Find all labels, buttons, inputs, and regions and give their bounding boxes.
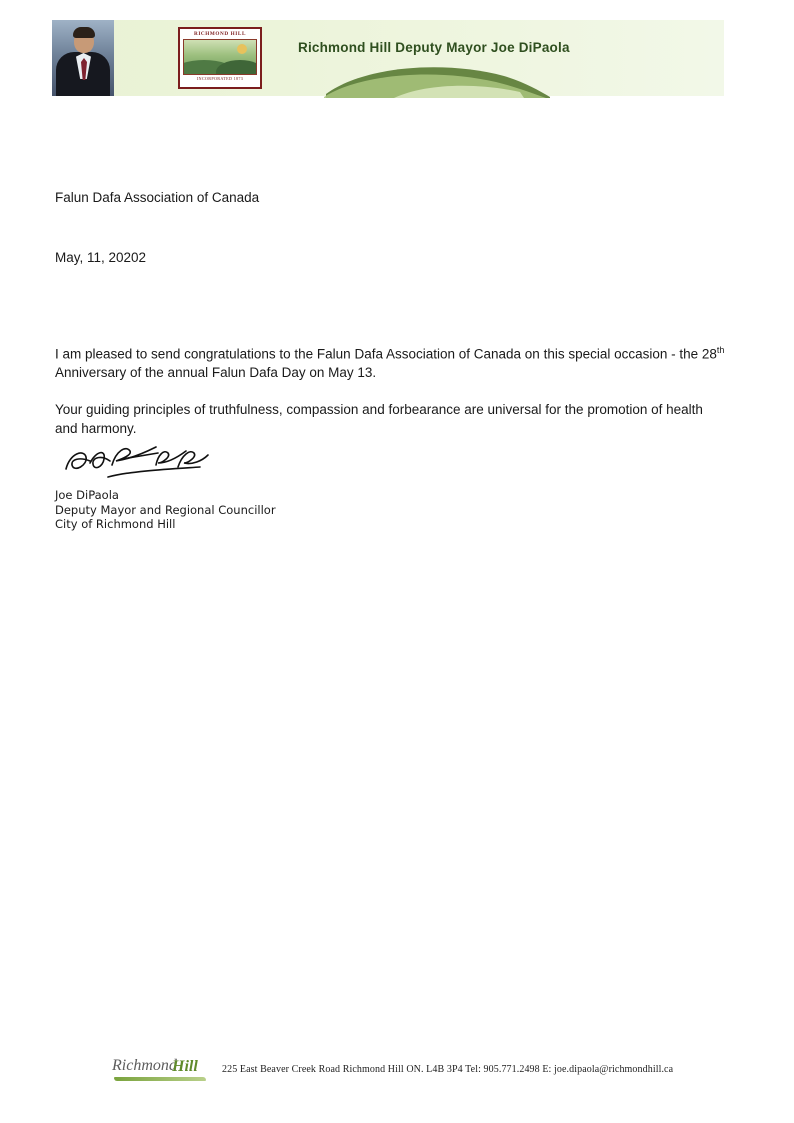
letterhead-swoosh-graphic: [324, 64, 554, 98]
signer-name: Joe DiPaola: [55, 488, 119, 502]
crest-bottom-text: INCORPORATED 1873: [196, 76, 244, 81]
letterhead-banner: [52, 20, 724, 96]
richmond-hill-logo: [110, 1056, 210, 1086]
letterhead-title: Richmond Hill Deputy Mayor Joe DiPaola: [298, 40, 570, 55]
paragraph-1-text-after: Anniversary of the annual Falun Dafa Day on May 13.: [55, 365, 377, 380]
crest-sun-icon: [237, 44, 247, 54]
page-footer: [110, 1056, 690, 1090]
logo-underline-graphic: [114, 1077, 206, 1081]
signer-organization: City of Richmond Hill: [55, 517, 176, 531]
crest-emblem: [183, 39, 257, 75]
signer-title: Deputy Mayor and Regional Councillor: [55, 502, 276, 517]
paragraph-1-text-before: I am pleased to send congratulations to the Falun Dafa Association of Canada on this special occasion - the 28: [55, 346, 717, 361]
crest-top-text: RICHMOND HILL: [193, 31, 247, 37]
deputy-mayor-portrait: [52, 20, 114, 96]
letter-paragraph-1: [55, 341, 727, 383]
letter-paragraph-2: Your guiding principles of truthfulness, compassion and forbearance are universal for the promotion of health and harmony.: [55, 401, 703, 436]
portrait-hair: [73, 27, 95, 38]
signature-block: [55, 488, 276, 532]
footer-address-line: 225 East Beaver Creek Road Richmond Hill ON. L4B 3P4 Tel: 905.771.2498 E: joe.dipaola@richmondhill.ca: [222, 1064, 674, 1075]
logo-word-richmond: Richmond: [112, 1057, 177, 1074]
ordinal-suffix: th: [716, 344, 725, 355]
richmond-hill-crest-icon: [178, 27, 262, 89]
letter-date: May, 11, 20202: [55, 250, 147, 265]
letter-recipient: Falun Dafa Association of Canada: [55, 190, 260, 205]
logo-word-hill: Hill: [172, 1058, 198, 1075]
signature-image: [60, 443, 210, 485]
